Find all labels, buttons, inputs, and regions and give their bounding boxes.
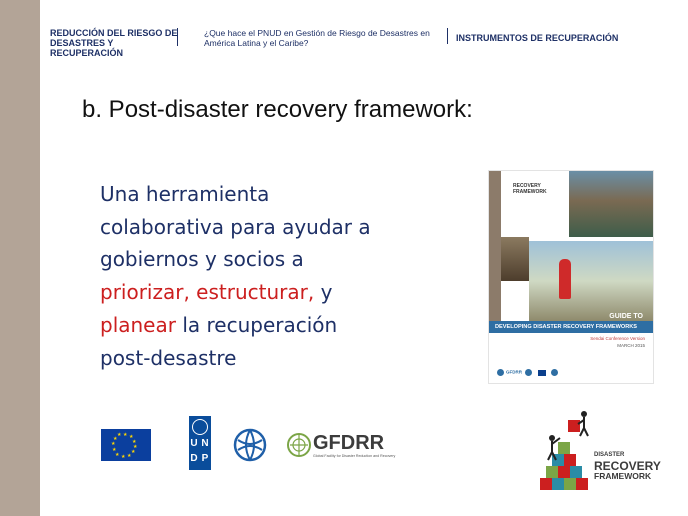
globe-icon bbox=[551, 369, 558, 376]
cover-person-figure bbox=[559, 259, 571, 299]
star-icon: ★ bbox=[133, 444, 138, 450]
un-emblem-icon bbox=[192, 419, 208, 435]
cover-photo-slum bbox=[569, 171, 653, 237]
drf-text-disaster: DISASTER bbox=[594, 452, 625, 458]
cover-logos-strip bbox=[495, 369, 560, 376]
gfdrr-globe-icon bbox=[287, 433, 311, 457]
cover-logo-gfdrr: GFDRR bbox=[506, 369, 522, 375]
body-text-span: la recuperación bbox=[175, 312, 338, 337]
drf-logo bbox=[538, 408, 664, 494]
star-icon: ★ bbox=[111, 441, 116, 447]
body-text-span: y bbox=[314, 280, 333, 305]
header-subtitle: ¿Que hace el PNUD en Gestión de Riesgo de Desastres en América Latina y el Caribe? bbox=[204, 28, 430, 48]
star-icon: ★ bbox=[113, 436, 118, 442]
flag-icon bbox=[538, 370, 546, 376]
cover-date: MARCH 2015 bbox=[617, 343, 645, 348]
star-icon: ★ bbox=[129, 434, 134, 440]
body-line bbox=[100, 276, 420, 309]
slide-body bbox=[100, 178, 420, 374]
body-line: Una herramienta bbox=[100, 182, 270, 206]
cover-photo-coast bbox=[529, 241, 653, 321]
star-icon: ★ bbox=[121, 454, 126, 460]
drf-text-recovery: RECOVERY bbox=[594, 459, 661, 473]
cover-side-stripe bbox=[489, 171, 501, 327]
undp-letter: U bbox=[190, 438, 198, 449]
globe-icon bbox=[525, 369, 532, 376]
cover-guide-to: GUIDE TO bbox=[609, 313, 643, 320]
body-line: gobiernos y socios a bbox=[100, 247, 304, 272]
undp-letter: N bbox=[201, 438, 209, 449]
drf-building-blocks-icon bbox=[538, 408, 594, 494]
gfdrr-logo bbox=[287, 432, 396, 460]
world-bank-logo bbox=[233, 428, 267, 462]
star-icon: ★ bbox=[132, 439, 137, 445]
header-separator bbox=[177, 28, 178, 46]
highlight-text: priorizar, estructurar, bbox=[100, 280, 315, 305]
body-line bbox=[100, 309, 420, 342]
body-line: colaborativa para ayudar a bbox=[100, 214, 371, 239]
cover-logo-line: RECOVERY bbox=[513, 183, 541, 189]
cover-photo-small bbox=[501, 237, 529, 281]
globe-icon bbox=[497, 369, 504, 376]
header-separator bbox=[447, 28, 448, 44]
body-line: post-desastre bbox=[100, 345, 237, 370]
cover-logo-text bbox=[513, 183, 547, 195]
header-section-title: REDUCCIÓN DEL RIESGO DE DESASTRES Y RECUPERACIÓN bbox=[50, 28, 178, 58]
cover-subtitle: Sendai Conference Version bbox=[590, 336, 645, 341]
highlight-text: planear bbox=[100, 312, 176, 337]
star-icon: ★ bbox=[115, 452, 120, 458]
gfdrr-text: GFDRR bbox=[313, 432, 385, 454]
drf-text-framework: FRAMEWORK bbox=[594, 471, 652, 481]
star-icon: ★ bbox=[112, 447, 117, 453]
star-icon: ★ bbox=[123, 432, 128, 438]
undp-letter: P bbox=[201, 453, 209, 464]
header-topic: INSTRUMENTOS DE RECUPERACIÓN bbox=[456, 33, 619, 43]
guide-cover-image bbox=[488, 170, 654, 384]
side-bar bbox=[0, 0, 40, 516]
undp-letter: D bbox=[190, 453, 198, 464]
slide-title: b. Post-disaster recovery framework: bbox=[82, 96, 473, 123]
star-icon: ★ bbox=[117, 432, 122, 438]
star-icon: ★ bbox=[131, 449, 136, 455]
cover-logo-line: FRAMEWORK bbox=[513, 189, 547, 195]
star-icon: ★ bbox=[127, 453, 132, 459]
gfdrr-subtext: Global Facility for Disaster Reduction and Recovery bbox=[313, 454, 396, 458]
eu-flag-logo bbox=[101, 429, 151, 461]
cover-main-title: DEVELOPING DISASTER RECOVERY FRAMEWORKS bbox=[495, 324, 638, 330]
undp-logo bbox=[189, 416, 211, 470]
